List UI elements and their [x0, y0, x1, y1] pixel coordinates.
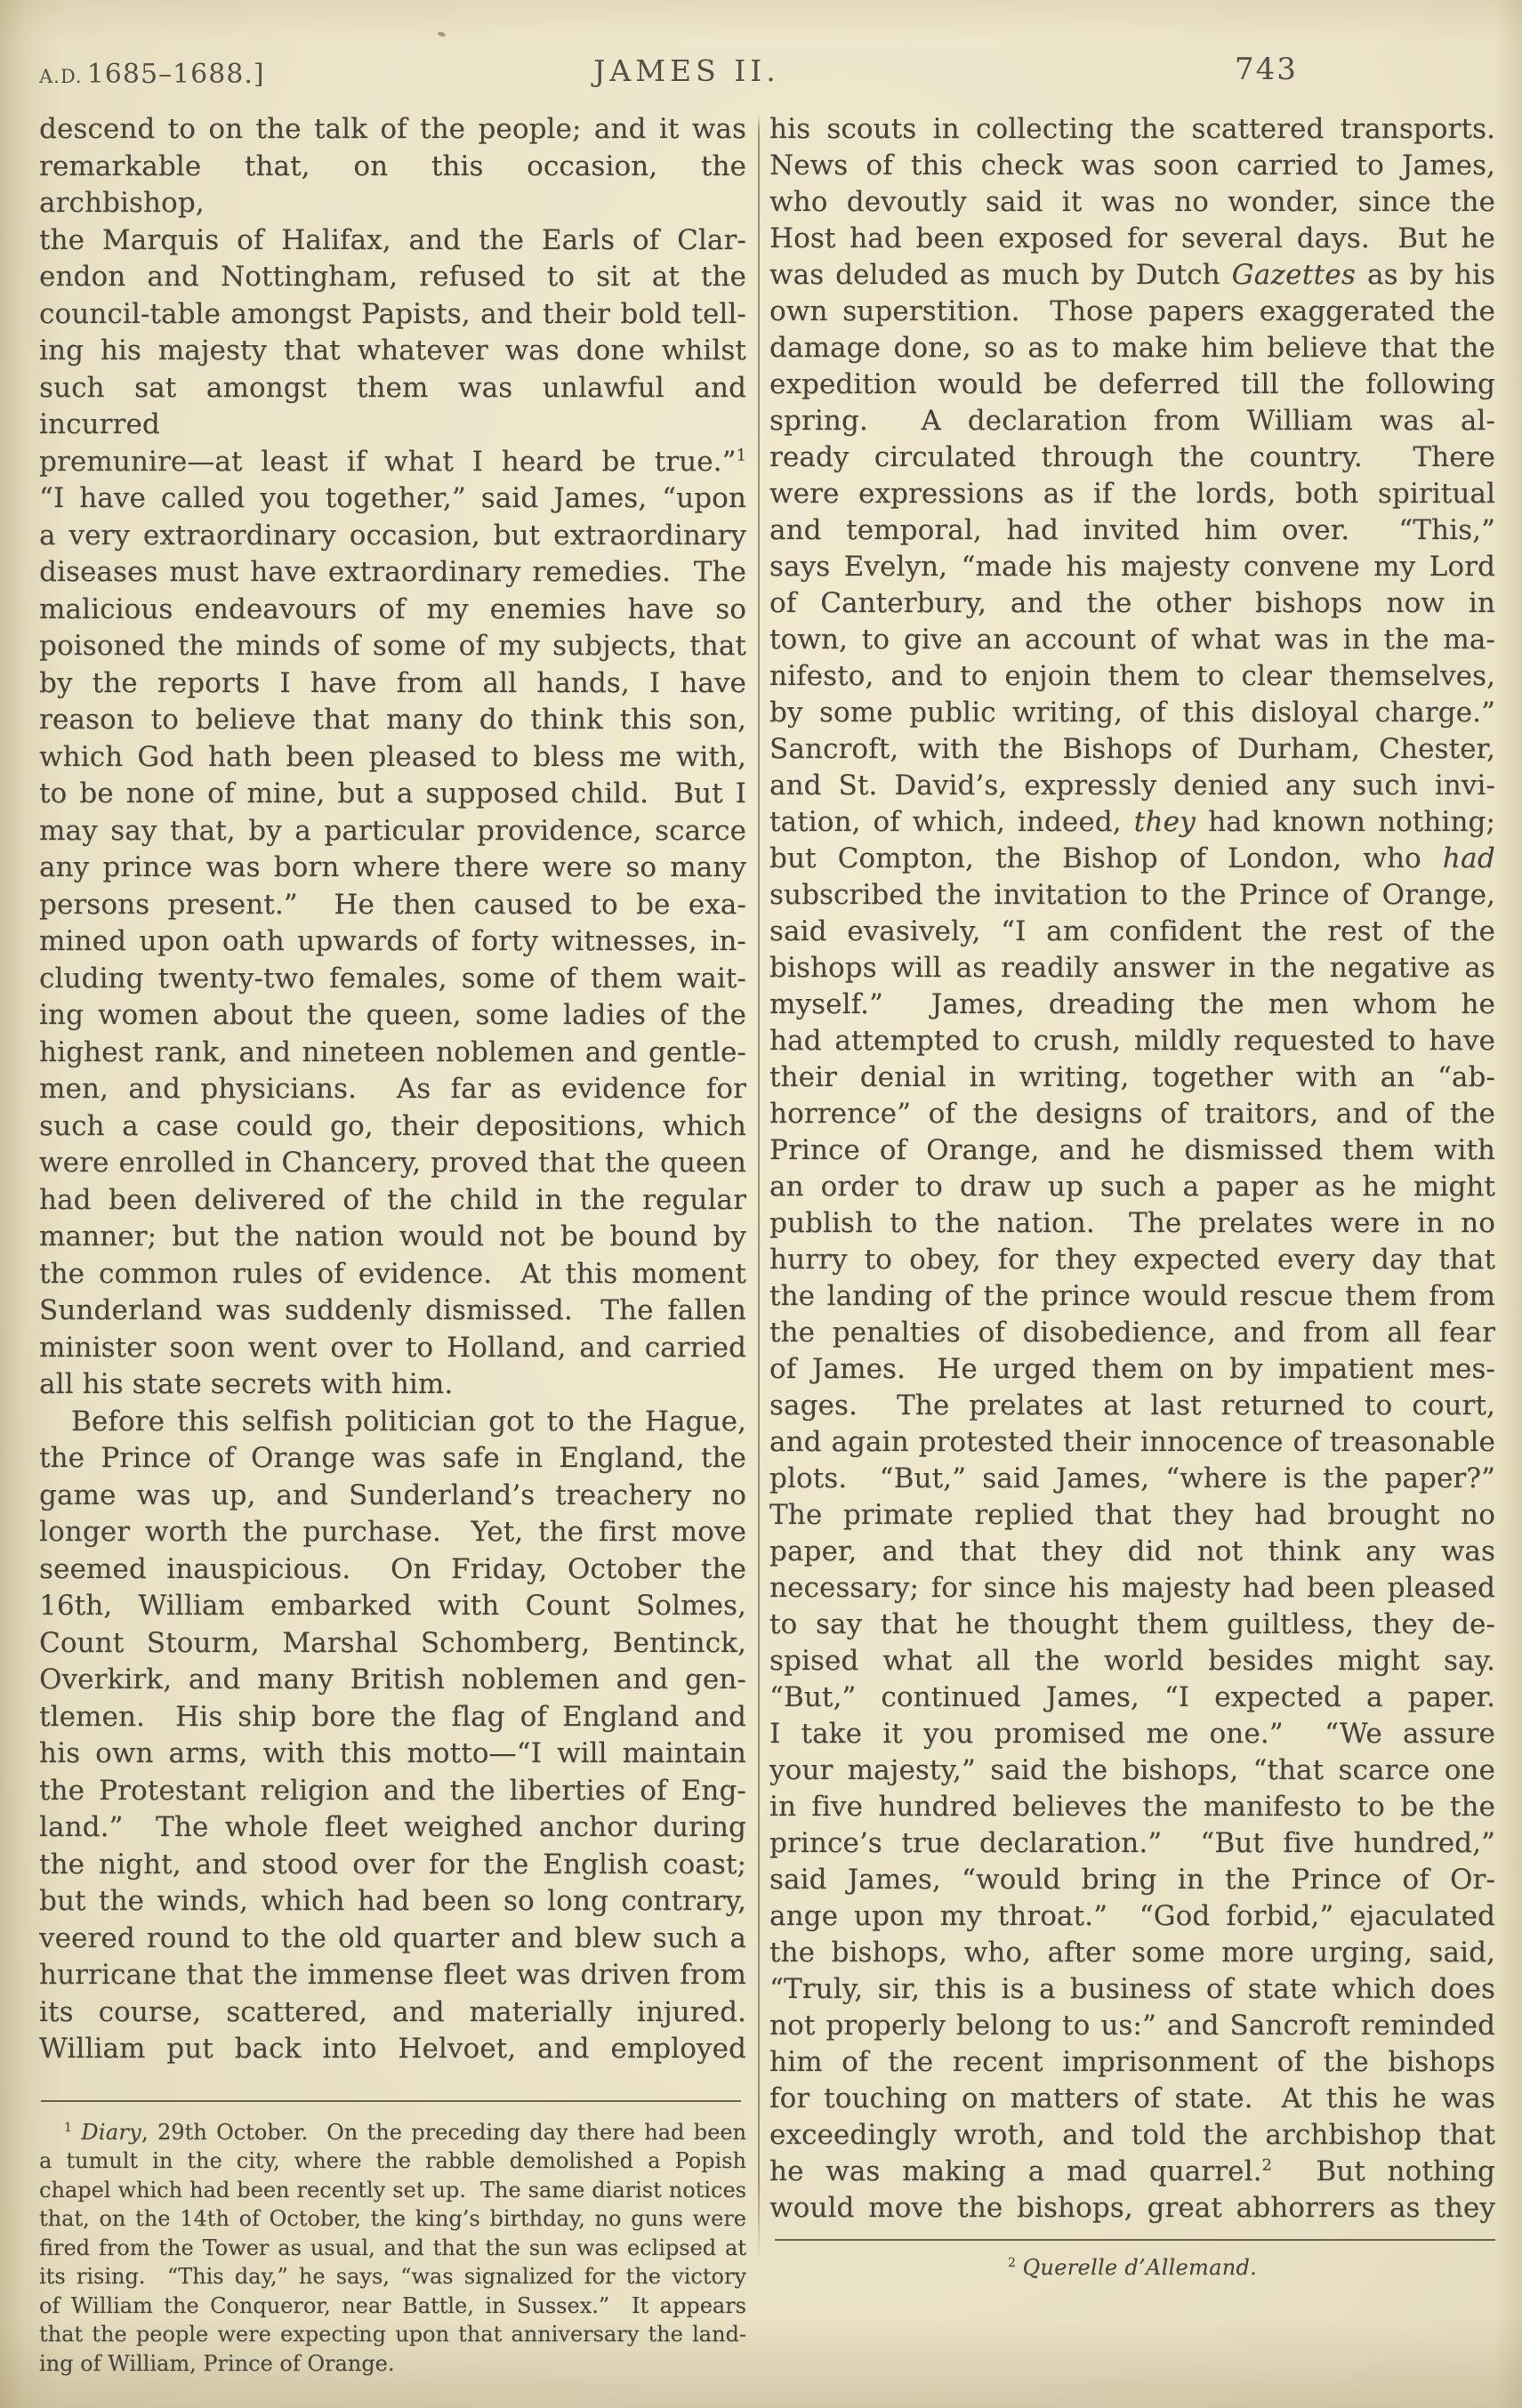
text-line: tlemen. His ship bore the flag of England and: [39, 1700, 746, 1733]
text-line: Overkirk, and many British noblemen and gen-: [39, 1663, 746, 1695]
text-line: were enrolled in Chancery, proved that the queen: [39, 1147, 746, 1179]
text-line: damage done, so as to make him believe that the: [769, 332, 1495, 364]
text-line: in five hundred believes the manifesto to be the: [769, 1791, 1495, 1823]
text-line: plots. “But,” said James, “where is the paper?”: [769, 1462, 1495, 1494]
text-line: which God hath been pleased to bless me with,: [39, 740, 746, 773]
right-column-footnote: [769, 2253, 1495, 2282]
footnote-line: chapel which had been recently set up. The same diarist notices: [39, 2177, 746, 2203]
text-line: malicious endeavours of my enemies have so: [39, 592, 746, 625]
text-line: said James, “would bring in the Prince of Or-: [769, 1864, 1495, 1896]
text-line: his scouts in collecting the scattered transports.: [769, 113, 1495, 145]
text-line: the bishops, who, after some more urging, said,: [769, 1937, 1495, 1969]
text-line: to be none of mine, but a supposed child. But I: [39, 777, 746, 809]
text-line: by the reports I have from all hands, I have: [39, 666, 746, 699]
footnote-line: its rising. “This day,” he says, “was signalized for the victory: [39, 2264, 746, 2289]
text-line: ing his majesty that whatever was done whilst: [39, 334, 746, 366]
text-line: had attempted to crush, mildly requested to have: [769, 1025, 1495, 1057]
text-line: poisoned the minds of some of my subjects, that: [39, 630, 746, 662]
text-line: exceedingly wroth, and told the archbishop that: [769, 2119, 1495, 2151]
text-line: were expressions as if the lords, both spiritual: [769, 478, 1495, 510]
header-date-range: [39, 59, 265, 90]
footnote-line: a tumult in the city, where the rabble demolished a Popish: [39, 2148, 746, 2173]
text-line: their denial in writing, together with an “ab-: [769, 1061, 1495, 1093]
text-line: paper, and that they did not think any was: [769, 1535, 1495, 1567]
text-line: such sat amongst them was unlawful and incurred: [39, 371, 746, 440]
text-line: “But,” continued James, “I expected a paper.: [769, 1681, 1495, 1713]
text-line: longer worth the purchase. Yet, the first move: [39, 1516, 746, 1548]
text-line: a very extraordinary occasion, but extraordinary: [39, 519, 746, 552]
text-line: game was up, and Sunderland’s treachery no: [39, 1478, 746, 1511]
left-column-body: [39, 111, 746, 2068]
left-column: [39, 111, 746, 2378]
text-line: Count Stourm, Marshal Schomberg, Bentinck,: [39, 1626, 746, 1659]
text-line: own superstition. Those papers exaggerated the: [769, 295, 1495, 327]
text-line: seemed inauspicious. On Friday, October the: [39, 1552, 746, 1585]
footnote-line: that the people were expecting upon that anniversary the land-: [39, 2322, 746, 2347]
text-line: veered round to the old quarter and blew such a: [39, 1921, 746, 1954]
era-dates: 1685–1688.]: [86, 59, 265, 90]
text-line: the Marquis of Halifax, and the Earls of Clar-: [39, 223, 746, 256]
text-line: persons present.” He then caused to be exa-: [39, 888, 746, 921]
text-line: I take it you promised me one.” “We assure: [769, 1718, 1495, 1750]
column-divider-rule: [758, 115, 760, 2263]
text-line: the Protestant religion and the liberties of Eng-: [39, 1774, 746, 1807]
text-line: Prince of Orange, and he dismissed them with: [769, 1134, 1495, 1166]
text-line: spised what all the world besides might say.: [769, 1645, 1495, 1677]
text-line: premunire—at least if what I heard be true.”$^1$: [39, 445, 746, 478]
text-line: and St. David’s, expressly denied any such invi-: [769, 769, 1495, 801]
text-line: necessary; for since his majesty had been pleased: [769, 1572, 1495, 1604]
text-line: ange upon my throat.” “God forbid,” ejaculated: [769, 1900, 1495, 1932]
text-line: by some public writing, of this disloyal charge.”: [769, 697, 1495, 729]
right-column-body: [769, 111, 1495, 2227]
text-line: says Evelyn, “made his majesty convene my Lord: [769, 551, 1495, 583]
text-line: such a case could go, their depositions, which: [39, 1109, 746, 1142]
text-line: land.” The whole fleet weighed anchor during: [39, 1811, 746, 1843]
text-line: ready circulated through the country. There: [769, 441, 1495, 473]
right-footnote-separator: [775, 2239, 1495, 2241]
text-line: any prince was born where there were so many: [39, 851, 746, 883]
text-line: hurry to obey, for they expected every day that: [769, 1244, 1495, 1276]
text-line: but Compton, the Bishop of London, who had: [769, 842, 1495, 874]
text-line: manner; but the nation would not be bound by: [39, 1220, 746, 1252]
text-line: bishops will as readily answer in the negative as: [769, 952, 1495, 984]
text-line: he was making a mad quarrel.$^2$ But nothing: [769, 2155, 1495, 2187]
text-line: Before this selfish politician got to the Hague,: [71, 1405, 746, 1438]
text-line: expedition would be deferred till the following: [769, 368, 1495, 400]
text-line: horrence” of the designs of traitors, and of the: [769, 1098, 1495, 1130]
footnote-line: of William the Conqueror, near Battle, in Sussex.” It appears: [39, 2292, 746, 2318]
page-header: [0, 48, 1522, 94]
text-line: the night, and stood over for the English coast;: [39, 1848, 746, 1880]
text-line: hurricane that the immense fleet was driven from: [39, 1959, 746, 1991]
text-line: prince’s true declaration.” “But five hundred,”: [769, 1827, 1495, 1859]
text-line: sages. The prelates at last returned to court,: [769, 1389, 1495, 1421]
text-line: highest rank, and nineteen noblemen and gentle-: [39, 1035, 746, 1068]
text-line: the landing of the prince would rescue them from: [769, 1280, 1495, 1312]
text-line: of Canterbury, and the other bishops now in: [769, 587, 1495, 619]
text-line: may say that, by a particular providence, scarce: [39, 814, 746, 847]
running-title: JAMES II.: [593, 53, 780, 88]
text-line: and temporal, had invited him over. “This,”: [769, 514, 1495, 546]
text-line: “I have called you together,” said James, “upon: [39, 482, 746, 514]
era-prefix: A.D.: [39, 66, 83, 87]
footnote-line: $^2$ Querelle d’Allemand.: [1007, 2255, 1258, 2280]
text-line: had been delivered of the child in the regular: [39, 1183, 746, 1216]
text-line: descend to on the talk of the people; and it was: [39, 113, 746, 145]
text-line: an order to draw up such a paper as he might: [769, 1171, 1495, 1203]
text-line: reason to believe that many do think this son,: [39, 704, 746, 736]
page-number: 743: [1235, 52, 1298, 87]
text-line: ing women about the queen, some ladies of the: [39, 999, 746, 1031]
text-line: subscribed the invitation to the Prince of Orange,: [769, 879, 1495, 911]
text-line: 16th, William embarked with Count Solmes,: [39, 1590, 746, 1622]
text-line: cluding twenty-two females, some of them wait-: [39, 962, 746, 995]
text-line: men, and physicians. As far as evidence for: [39, 1073, 746, 1105]
footnote-line: that, on the 14th of October, the king’s birthday, no guns were: [39, 2206, 746, 2231]
text-line: to say that he thought them guiltless, they de-: [769, 1608, 1495, 1640]
text-line: Sancroft, with the Bishops of Durham, Chester,: [769, 733, 1495, 765]
text-line: the Prince of Orange was safe in England, the: [39, 1442, 746, 1474]
text-line: was deluded as much by Dutch Gazettes as by his: [769, 259, 1495, 291]
text-line: publish to the nation. The prelates were in no: [769, 1207, 1495, 1239]
text-line: nifesto, and to enjoin them to clear themselves,: [769, 660, 1495, 692]
text-line: its course, scattered, and materially injured.: [39, 1995, 746, 2028]
footnote-line: fired from the Tower as usual, and that the sun was eclipsed at: [39, 2235, 746, 2260]
text-line: diseases must have extraordinary remedies. The: [39, 556, 746, 588]
text-line: Sunderland was suddenly dismissed. The fallen: [39, 1294, 746, 1326]
left-column-footnote: [39, 2118, 746, 2379]
text-line: Host had been exposed for several days. But he: [769, 222, 1495, 254]
text-line: remarkable that, on this occasion, the archbishop,: [39, 149, 746, 219]
text-line: who devoutly said it was no wonder, since the: [769, 186, 1495, 218]
left-footnote-separator: [41, 2100, 741, 2102]
text-line: William put back into Helvoet, and employed: [39, 2033, 746, 2065]
footnote-line: $^1$ Diary, 29th October. On the preceding day there had been: [64, 2119, 746, 2145]
right-column: [769, 111, 1495, 2282]
text-line: tation, of which, indeed, they had known nothing;: [769, 806, 1495, 838]
text-line: for touching on matters of state. At this he was: [769, 2082, 1495, 2114]
text-line: of James. He urged them on by impatient mes-: [769, 1353, 1495, 1385]
text-line: all his state secrets with him.: [39, 1368, 454, 1400]
paper-speck: [437, 31, 446, 38]
text-line: News of this check was soon carried to James,: [769, 149, 1495, 181]
text-line: council-table amongst Papists, and their bold tell-: [39, 297, 746, 330]
footnote-line: ing of William, Prince of Orange.: [39, 2350, 395, 2376]
text-line: spring. A declaration from William was al-: [769, 405, 1495, 437]
text-line: the penalties of disobedience, and from all fear: [769, 1317, 1495, 1349]
text-line: myself.” James, dreading the men whom he: [769, 988, 1495, 1020]
text-line: and again protested their innocence of treasonable: [769, 1426, 1495, 1458]
text-line: would move the bishops, great abhorrers as they: [769, 2192, 1495, 2224]
text-line: “Truly, sir, this is a business of state which does: [769, 1973, 1495, 2005]
text-line: endon and Nottingham, refused to sit at the: [39, 261, 746, 293]
text-line: him of the recent imprisonment of the bishops: [769, 2046, 1495, 2078]
text-line: but the winds, which had been so long contrary,: [39, 1885, 746, 1917]
text-line: his own arms, with this motto—“I will maintain: [39, 1737, 746, 1769]
text-line: the common rules of evidence. At this moment: [39, 1257, 746, 1290]
text-line: mined upon oath upwards of forty witnesses, in-: [39, 925, 746, 957]
text-line: minister soon went over to Holland, and carried: [39, 1331, 746, 1364]
text-line: your majesty,” said the bishops, “that scarce one: [769, 1754, 1495, 1786]
text-line: The primate replied that they had brought no: [769, 1499, 1495, 1531]
text-line: not properly belong to us:” and Sancroft reminded: [769, 2009, 1495, 2042]
text-line: said evasively, “I am confident the rest of the: [769, 915, 1495, 947]
text-columns: [39, 111, 1495, 2378]
text-line: town, to give an account of what was in the ma-: [769, 624, 1495, 656]
